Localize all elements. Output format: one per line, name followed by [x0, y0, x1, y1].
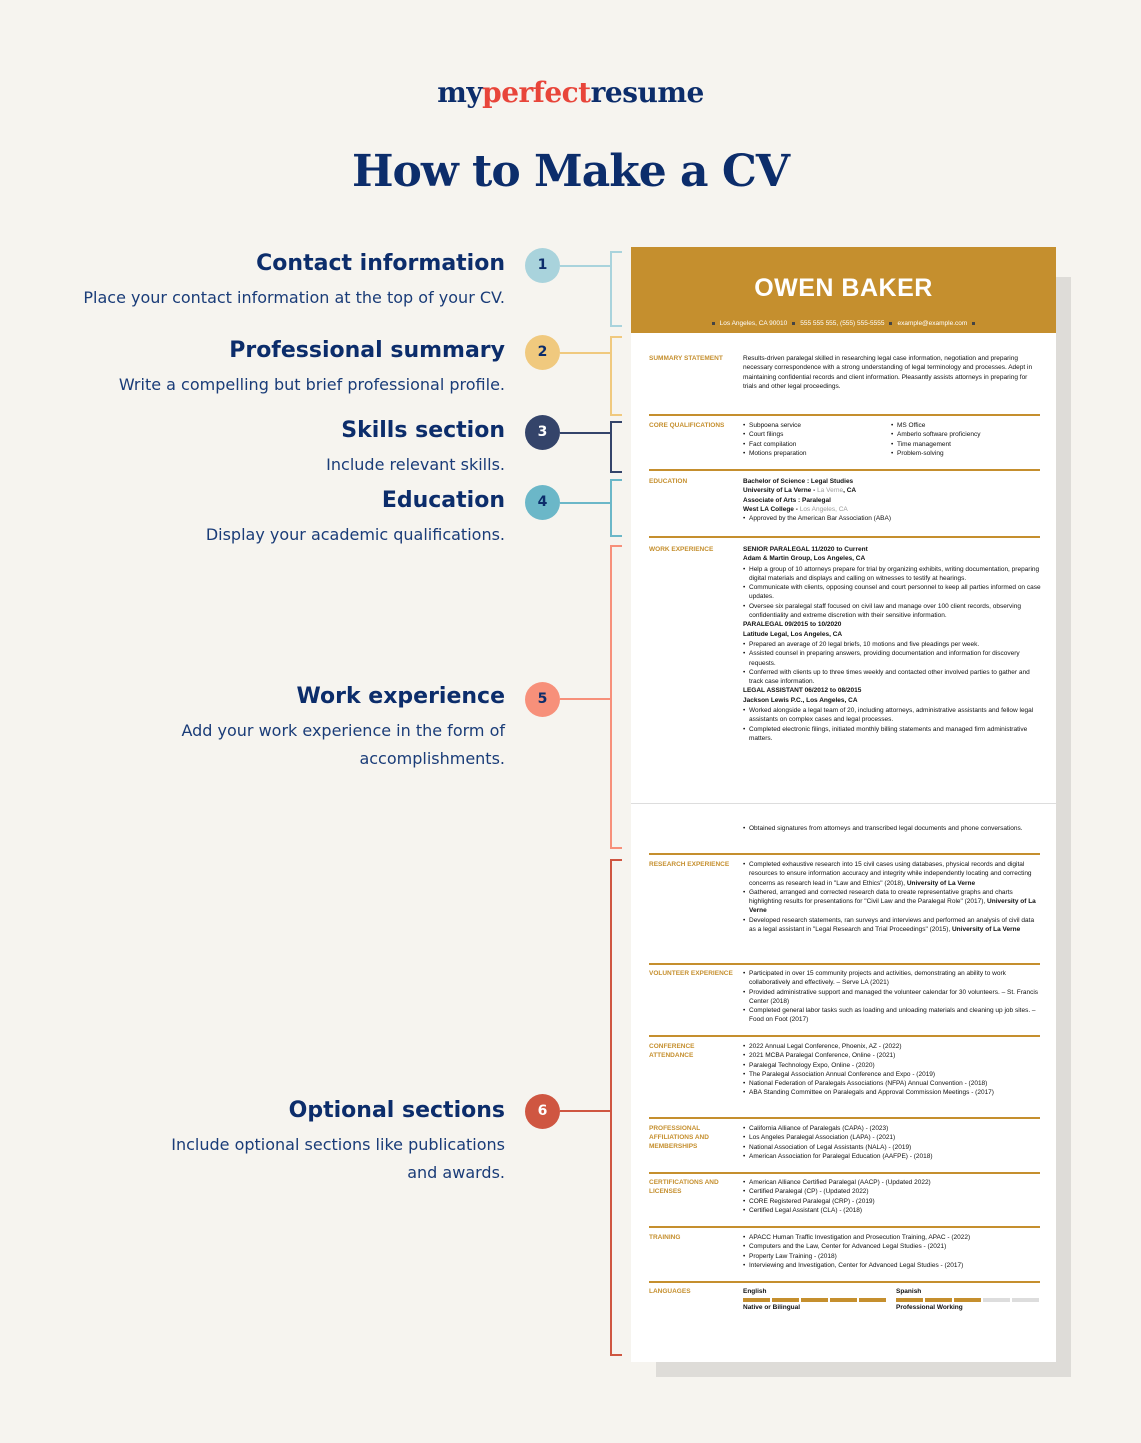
section-label: VOLUNTEER EXPERIENCE — [649, 970, 733, 977]
section-divider — [649, 469, 1040, 471]
section-label: PROFESSIONAL AFFILIATIONS AND MEMBERSHIPS — [649, 1125, 709, 1150]
summary-text: Results-driven paralegal skilled in researching legal case information, negotiation and preparing necessary correspondence with a strong understanding of legal terminology and processes. Adept in maintaining confidential records and client information. Pleasantly assists attorneys in preparing for trials and other legal proceedings. — [743, 355, 1033, 390]
step-number-badge: 5 — [525, 682, 560, 717]
connector-line — [560, 352, 610, 354]
section-label: WORK EXPERIENCE — [649, 546, 714, 553]
section-label: RESEARCH EXPERIENCE — [649, 861, 730, 868]
step-heading: Work experience — [296, 684, 505, 709]
qualifications-left: • Subpoena service • Court filings • Fact compilation • Motions preparation — [743, 421, 891, 458]
section-bracket — [610, 336, 622, 416]
brand-logo — [0, 76, 1141, 109]
section-divider — [649, 1035, 1040, 1037]
resume-phone: 555 555 555, (555) 555-5555 — [800, 320, 885, 327]
brand-part-my: my — [437, 76, 483, 109]
resume-location: Los Angeles, CA 90010 — [719, 320, 788, 327]
step-description: Include optional sections like publications and awards. — [171, 1135, 505, 1182]
page-break — [631, 803, 1056, 804]
step-description: Place your contact information at the top of your CV. — [83, 288, 505, 307]
connector-line — [560, 698, 610, 700]
language-spanish: Spanish Professional Working — [896, 1287, 1039, 1313]
language-level-bar — [896, 1298, 1039, 1302]
step-number-badge: 6 — [525, 1094, 560, 1129]
section-label: SUMMARY STATEMENT — [649, 355, 723, 362]
section-divider — [649, 536, 1040, 538]
section-bracket — [610, 545, 622, 849]
section-divider — [649, 414, 1040, 416]
section-label: CONFERENCE ATTENDANCE — [649, 1043, 695, 1059]
step-number-badge: 2 — [525, 335, 560, 370]
step-heading: Professional summary — [229, 338, 505, 363]
connector-line — [560, 265, 610, 267]
step-work-experience — [145, 684, 505, 773]
resume-header — [631, 247, 1056, 333]
step-description: Include relevant skills. — [326, 455, 505, 474]
step-contact-information — [83, 251, 505, 312]
step-number-badge: 4 — [525, 485, 560, 520]
section-divider — [649, 963, 1040, 965]
section-bracket — [610, 479, 622, 537]
page-title: How to Make a CV — [351, 146, 790, 197]
language-level-bar — [743, 1298, 886, 1302]
step-education — [206, 488, 505, 549]
connector-line — [560, 432, 610, 434]
section-bracket — [610, 421, 622, 473]
step-heading: Skills section — [341, 418, 505, 443]
step-skills-section — [326, 418, 505, 479]
section-label: CORE QUALIFICATIONS — [649, 422, 725, 429]
section-divider — [649, 1281, 1040, 1283]
step-number-badge: 3 — [525, 415, 560, 450]
resume-name: OWEN BAKER — [754, 274, 933, 302]
section-label: LANGUAGES — [649, 1288, 691, 1295]
step-heading: Optional sections — [288, 1098, 505, 1123]
section-label: EDUCATION — [649, 478, 688, 485]
resume-email: example@example.com — [897, 320, 968, 327]
section-divider — [649, 1226, 1040, 1228]
section-label: CERTIFICATIONS AND LICENSES — [649, 1179, 719, 1195]
connector-line — [560, 1110, 610, 1112]
step-description: Add your work experience in the form of accomplishments. — [181, 721, 505, 768]
section-divider — [649, 1117, 1040, 1119]
step-number-badge: 1 — [525, 248, 560, 283]
section-divider — [649, 853, 1040, 855]
step-description: Display your academic qualifications. — [205, 525, 505, 544]
section-label: TRAINING — [649, 1234, 681, 1241]
step-optional-sections — [145, 1098, 505, 1187]
section-bracket — [610, 859, 622, 1356]
step-description: Write a compelling but brief professional profile. — [118, 375, 505, 394]
language-english: English Native or Bilingual — [743, 1287, 886, 1313]
step-heading: Education — [381, 488, 505, 513]
section-bracket — [610, 251, 622, 327]
section-divider — [649, 1172, 1040, 1174]
qualifications-right: • MS Office • Amberlo software proficiency • Time management • Problem-solving — [891, 421, 1039, 458]
resume-preview: OWEN BAKER Los Angeles, CA 90010 555 555 555, (555) 555-5555 example@example.com SUMMARY STATEMENT Results-driven paralegal skilled in researching legal case information, negotiation and preparing necessary correspondence with a strong understanding of legal terminology and processes. Adept in maintaining confidential records and client information. Pleasantly assists attorneys in preparing for trials and other legal proceedings. CORE QUALIFICATIONS • Subpoena service • Court filings • Fact compilation • Motions preparation • MS Office • Amberlo software proficiency • Time management • Problem-solving EDUCATION Bachelor of Science : Legal Studies University of La Verne - La Verne, CA Associate of Arts : Paralegal West LA College - Los Angeles, CA • Approved by the American Bar Association (ABA) WORK EXPERIENCE SENIOR PARALEGAL 11/2020 to Current Adam & Martin Group, Los Angeles, CA • Help a group of 10 attorneys prepare for trial by organizing exhibits, writing documentation, preparing digital materials and displays and calling on witnesses to testify at hearings. • Communicate with clients, opposing counsel and court personnel to keep all parties informed on case updates. • Oversee six paralegal staff focused on civil law and manage over 100 client records, observing confidentiality and extreme discretion with their sensitive information. PARALEGAL 09/2015 to 10/2020 Latitude Legal, Los Angeles, CA • Prepared an average of 20 legal briefs, 10 motions and five pleadings per week. • Assisted counsel in preparing answers, providing documentation and information for discovery requests. • Conferred with clients up to three times weekly and contacted other involved parties to gather and track case information. LEGAL ASSISTANT 06/2012 to 08/2015 Jackson Lewis P.C., Los Angeles, CA • Worked alongside a legal team of 20, including attorneys, administrative assistants and fellow legal assistants on complex cases and legal processes. • Completed electronic filings, initiated monthly billing statements and managed firm administrative matters. • Obtained signatures from attorneys and transcribed legal documents and phone conversations. RESEARCH EXPERIENCE • Completed exhaustive research into 15 civil cases using databases, physical records and digital resources to ensure information accuracy and integrity while independently locating and correcting concerns as research lead in "Law and Ethics" (2018), University of La Verne • Gathered, arranged and corrected research data to create representative graphs and charts highlighting results for presentations for "Civil Law and the Paralegal Role" (2017), University of La Verne • Developed research statements, ran surveys and interviews and performed an analysis of civil data as a legal assistant in "Legal Research and Trial Proceedings" (2015), University of La Verne VOLUNTEER EXPERIENCE • Participated in over 15 community projects and activities, demonstrating an ability to work collaboratively and effectively. – Serve LA (2021) • Provided administrative support and managed the volunteer calendar for 30 volunteers. – St. Francis Center (2018) • Completed general labor tasks such as loading and unloading materials and cleaning up job sites. – Food on Foot (2017) CONFERENCE ATTENDANCE • 2022 Annual Legal Conference, Phoenix, AZ - (2022) • 2021 MCBA Paralegal Conference, Online - (2021) • Paralegal Technology Expo, Online - (2020) • The Paralegal Association Annual Conference and Expo - (2019) • National Federation of Paralegals Associations (NFPA) Annual Convention - (2018) • ABA Standing Committee on Paralegals and Approval Commission Meetings - (2017) PROFESSIONAL AFFILIATIONS AND MEMBERSHIPS • California Alliance of Paralegals (CAPA) - (2023) • Los Angeles Paralegal Association (LAPA) - (2021) • National Association of Legal Assistants (NALA) - (2019) • American Association for Paralegal Education (AAFPE) - (2018) CERTIFICATIONS AND LICENSES • American Alliance Certified Paralegal (AACP) - (Updated 2022) • Certified Paralegal (CP) - (Updated 2022) • CORE Registered Paralegal (CRP) - (2019) • Certified Legal Assistant (CLA) - (2018) TRAINING • APACC Human Traffic Investigation and Prosecution Training, APAC - (2022) • Computers and the Law, Center for Advanced Legal Studies - (2021) • Property Law Training - (2018) • Interviewing and Investigation, Center for Advanced Legal Studies - (2017) LANGUAGES English Native or Bilingual Spanish Professional Working — [631, 247, 1056, 1362]
connector-line — [560, 502, 610, 504]
step-professional-summary — [119, 338, 505, 399]
brand-part-perfect: perfect — [482, 76, 591, 109]
step-heading: Contact information — [256, 251, 505, 276]
resume-contact-line — [631, 320, 1056, 327]
brand-part-resume: resume — [590, 76, 704, 109]
